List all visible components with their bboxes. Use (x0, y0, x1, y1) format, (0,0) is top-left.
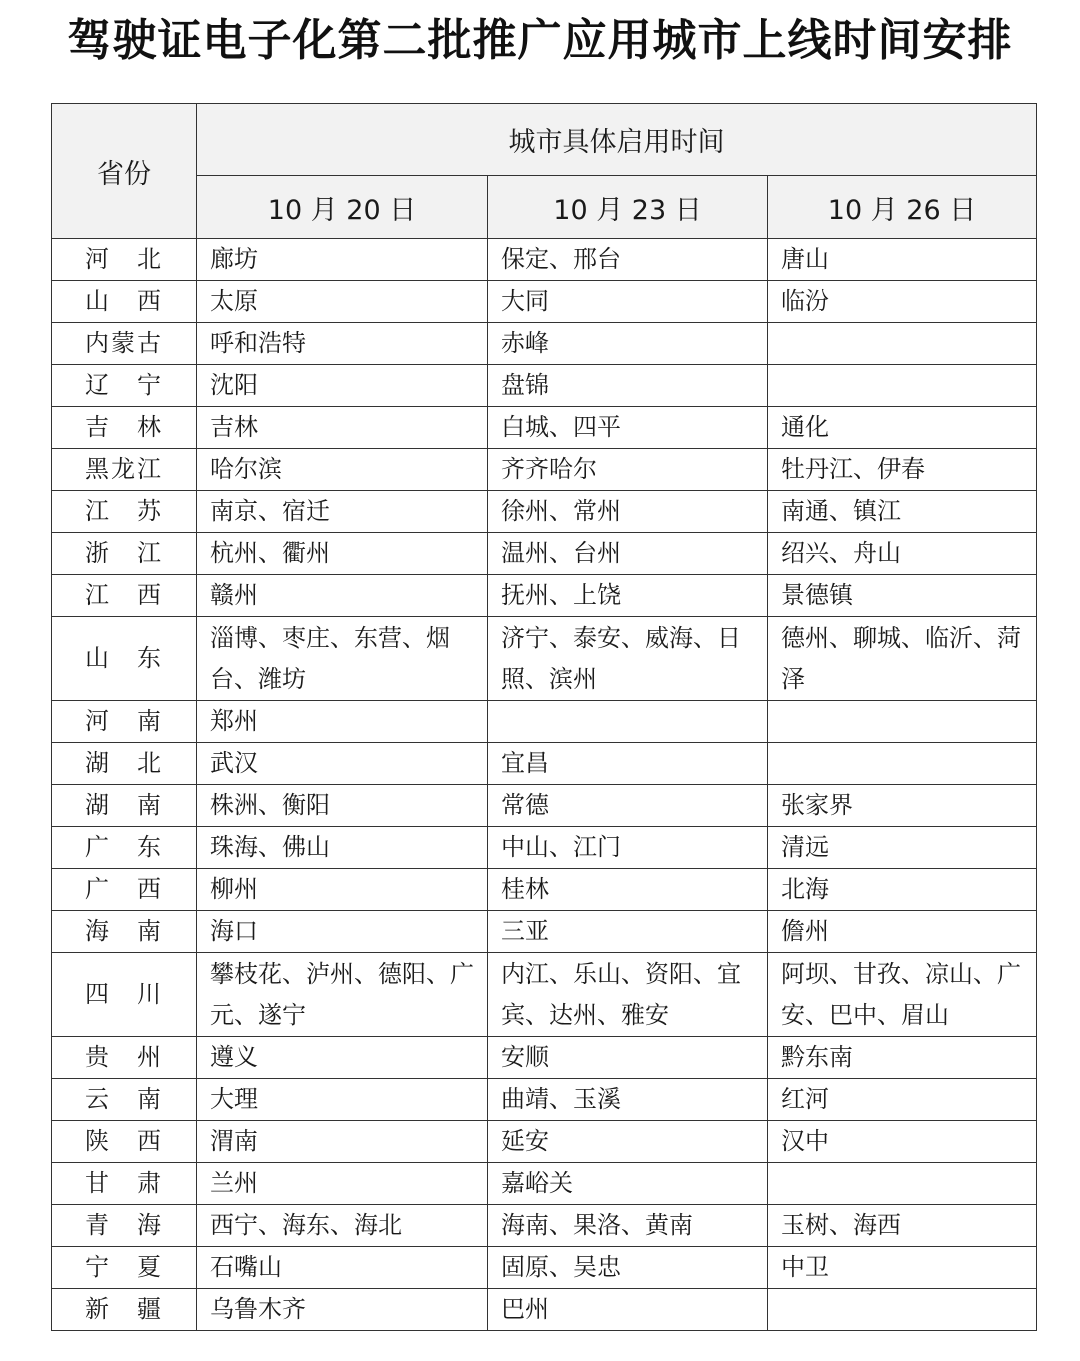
cities-date-2-cell: 抚州、上饶 (488, 575, 768, 617)
cities-date-2-cell: 内江、乐山、资阳、宜宾、达州、雅安 (488, 953, 768, 1037)
table-row (52, 575, 1037, 617)
cities-date-1-cell: 赣州 (197, 575, 488, 617)
table-row (52, 1037, 1037, 1079)
cities-date-2-cell: 保定、邢台 (488, 239, 768, 281)
cities-date-3-cell: 德州、聊城、临沂、菏泽 (768, 617, 1037, 701)
cities-date-3-cell (768, 365, 1037, 407)
cities-date-3-cell (768, 1163, 1037, 1205)
cities-date-1-cell: 吉林 (197, 407, 488, 449)
table-row (52, 491, 1037, 533)
cities-date-1-cell: 杭州、衢州 (197, 533, 488, 575)
cities-date-1-cell: 武汉 (197, 743, 488, 785)
cities-date-1-cell: 郑州 (197, 701, 488, 743)
table-row (52, 1205, 1037, 1247)
table-row (52, 239, 1037, 281)
province-cell: 河 南 (52, 701, 197, 743)
cities-date-1-cell: 乌鲁木齐 (197, 1289, 488, 1331)
header-group-dates: 城市具体启用时间 (197, 104, 1037, 176)
table-row (52, 1079, 1037, 1121)
cities-date-3-cell: 临汾 (768, 281, 1037, 323)
province-cell: 黑龙江 (52, 449, 197, 491)
province-cell: 海 南 (52, 911, 197, 953)
cities-date-2-cell: 宜昌 (488, 743, 768, 785)
table-row (52, 1289, 1037, 1331)
province-cell: 浙 江 (52, 533, 197, 575)
cities-date-1-cell: 柳州 (197, 869, 488, 911)
cities-date-2-cell: 赤峰 (488, 323, 768, 365)
province-cell: 广 东 (52, 827, 197, 869)
cities-date-2-cell: 大同 (488, 281, 768, 323)
table-row (52, 1121, 1037, 1163)
cities-date-3-cell: 黔东南 (768, 1037, 1037, 1079)
province-cell: 江 苏 (52, 491, 197, 533)
cities-date-1-cell: 大理 (197, 1079, 488, 1121)
province-cell: 湖 北 (52, 743, 197, 785)
province-cell: 山 东 (52, 617, 197, 701)
cities-date-2-cell (488, 701, 768, 743)
cities-date-2-cell: 温州、台州 (488, 533, 768, 575)
page-title: 驾驶证电子化第二批推广应用城市上线时间安排 (67, 15, 1013, 66)
cities-date-2-cell: 常德 (488, 785, 768, 827)
table-row (52, 533, 1037, 575)
cities-date-3-cell: 清远 (768, 827, 1037, 869)
province-cell: 四 川 (52, 953, 197, 1037)
schedule-table (51, 103, 1037, 1331)
cities-date-3-cell: 红河 (768, 1079, 1037, 1121)
province-cell: 河 北 (52, 239, 197, 281)
table-row (52, 449, 1037, 491)
cities-date-2-cell: 中山、江门 (488, 827, 768, 869)
table-row (52, 953, 1037, 1037)
province-cell: 贵 州 (52, 1037, 197, 1079)
cities-date-3-cell: 中卫 (768, 1247, 1037, 1289)
table-row (52, 1163, 1037, 1205)
province-cell: 宁 夏 (52, 1247, 197, 1289)
table-row (52, 407, 1037, 449)
cities-date-2-cell: 曲靖、玉溪 (488, 1079, 768, 1121)
table-row (52, 869, 1037, 911)
cities-date-3-cell: 儋州 (768, 911, 1037, 953)
province-cell: 山 西 (52, 281, 197, 323)
table-row (52, 827, 1037, 869)
table-row (52, 323, 1037, 365)
header-date-2: 10 月 23 日 (488, 176, 768, 239)
cities-date-1-cell: 哈尔滨 (197, 449, 488, 491)
province-cell: 陕 西 (52, 1121, 197, 1163)
cities-date-3-cell: 南通、镇江 (768, 491, 1037, 533)
province-cell: 内蒙古 (52, 323, 197, 365)
cities-date-3-cell (768, 701, 1037, 743)
cities-date-2-cell: 三亚 (488, 911, 768, 953)
table-body (52, 239, 1037, 1331)
table-row (52, 911, 1037, 953)
province-cell: 云 南 (52, 1079, 197, 1121)
cities-date-2-cell: 巴州 (488, 1289, 768, 1331)
cities-date-3-cell: 通化 (768, 407, 1037, 449)
cities-date-2-cell: 白城、四平 (488, 407, 768, 449)
cities-date-2-cell: 盘锦 (488, 365, 768, 407)
province-cell: 广 西 (52, 869, 197, 911)
cities-date-1-cell: 攀枝花、泸州、德阳、广元、遂宁 (197, 953, 488, 1037)
table-row (52, 281, 1037, 323)
cities-date-1-cell: 沈阳 (197, 365, 488, 407)
cities-date-1-cell: 呼和浩特 (197, 323, 488, 365)
cities-date-3-cell: 汉中 (768, 1121, 1037, 1163)
table-row (52, 701, 1037, 743)
cities-date-1-cell: 珠海、佛山 (197, 827, 488, 869)
cities-date-3-cell (768, 323, 1037, 365)
province-cell: 甘 肃 (52, 1163, 197, 1205)
cities-date-2-cell: 延安 (488, 1121, 768, 1163)
cities-date-3-cell (768, 1289, 1037, 1331)
cities-date-3-cell: 北海 (768, 869, 1037, 911)
province-cell: 新 疆 (52, 1289, 197, 1331)
cities-date-2-cell: 桂林 (488, 869, 768, 911)
cities-date-2-cell: 徐州、常州 (488, 491, 768, 533)
cities-date-1-cell: 石嘴山 (197, 1247, 488, 1289)
header-date-3: 10 月 26 日 (768, 176, 1037, 239)
province-cell: 青 海 (52, 1205, 197, 1247)
cities-date-3-cell: 张家界 (768, 785, 1037, 827)
cities-date-2-cell: 海南、果洛、黄南 (488, 1205, 768, 1247)
province-cell: 吉 林 (52, 407, 197, 449)
cities-date-1-cell: 兰州 (197, 1163, 488, 1205)
cities-date-1-cell: 西宁、海东、海北 (197, 1205, 488, 1247)
table-row (52, 1247, 1037, 1289)
cities-date-1-cell: 南京、宿迁 (197, 491, 488, 533)
province-cell: 湖 南 (52, 785, 197, 827)
cities-date-1-cell: 株洲、衡阳 (197, 785, 488, 827)
header-date-1: 10 月 20 日 (197, 176, 488, 239)
cities-date-1-cell: 海口 (197, 911, 488, 953)
cities-date-2-cell: 嘉峪关 (488, 1163, 768, 1205)
cities-date-3-cell (768, 743, 1037, 785)
cities-date-3-cell: 绍兴、舟山 (768, 533, 1037, 575)
table-row (52, 365, 1037, 407)
cities-date-1-cell: 廊坊 (197, 239, 488, 281)
header-province: 省份 (52, 104, 197, 239)
cities-date-1-cell: 渭南 (197, 1121, 488, 1163)
cities-date-3-cell: 阿坝、甘孜、凉山、广安、巴中、眉山 (768, 953, 1037, 1037)
province-cell: 辽 宁 (52, 365, 197, 407)
cities-date-3-cell: 玉树、海西 (768, 1205, 1037, 1247)
cities-date-3-cell: 唐山 (768, 239, 1037, 281)
cities-date-3-cell: 牡丹江、伊春 (768, 449, 1037, 491)
cities-date-1-cell: 太原 (197, 281, 488, 323)
cities-date-2-cell: 固原、吴忠 (488, 1247, 768, 1289)
cities-date-2-cell: 济宁、泰安、威海、日照、滨州 (488, 617, 768, 701)
cities-date-2-cell: 安顺 (488, 1037, 768, 1079)
cities-date-3-cell: 景德镇 (768, 575, 1037, 617)
table-row (52, 617, 1037, 701)
cities-date-1-cell: 遵义 (197, 1037, 488, 1079)
cities-date-2-cell: 齐齐哈尔 (488, 449, 768, 491)
cities-date-1-cell: 淄博、枣庄、东营、烟台、潍坊 (197, 617, 488, 701)
table-row (52, 785, 1037, 827)
table-row (52, 743, 1037, 785)
table-header (52, 104, 1037, 239)
province-cell: 江 西 (52, 575, 197, 617)
